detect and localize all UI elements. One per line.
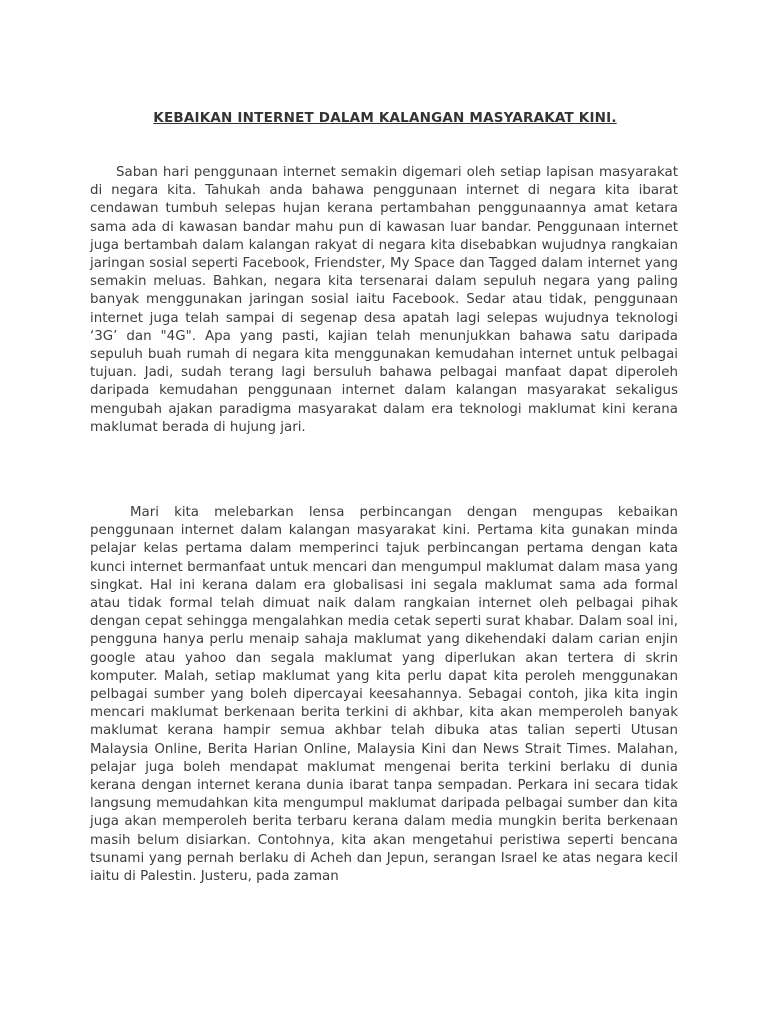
paragraph-2: Mari kita melebarkan lensa perbincangan dengan mengupas kebaikan penggunaan internet dalam kalangan masyarakat kini. Pertama kita gunakan minda pelajar kelas pertama dalam memperinci tajuk perbincangan pertama dengan kata kunci internet bermanfaat untuk mencari dan mengumpul maklumat dalam masa yang singkat. Hal ini kerana dalam era globalisasi ini segala maklumat sama ada formal atau tidak formal telah dimuat naik dalam rangkaian internet oleh pelbagai pihak dengan cepat sehingga mengalahkan media cetak seperti surat khabar. Dalam soal ini, pengguna hanya perlu menaip sahaja maklumat yang dikehendaki dalam carian enjin google atau yahoo dan segala maklumat yang diperlukan akan tertera di skrin komputer. Malah, setiap maklumat yang kita perlu dapat kita peroleh menggunakan pelbagai sumber yang boleh dipercayai keesahannya. Sebagai contoh, jika kita ingin mencari maklumat berkenaan berita terkini di akhbar, kita akan memperoleh banyak maklumat kerana hampir semua akhbar telah dibuka atas talian seperti Utusan Malaysia Online, Berita Harian Online, Malaysia Kini dan News Strait Times. Malahan, pelajar juga boleh mendapat maklumat mengenai berita terkini berlaku di dunia kerana dengan internet kerana dunia ibarat tanpa sempadan. Perkara ini secara tidak langsung memudahkan kita mengumpul maklumat daripada pelbagai sumber dan kita juga akan memperoleh berita terbaru kerana dalam media mungkin berita berkenaan masih belum disiarkan. Contohnya, kita akan mengetahui peristiwa seperti bencana tsunami yang pernah berlaku di Acheh dan Jepun, serangan Israel ke atas negara kecil iaitu di Palestin. Justeru, pada zaman	[90, 505, 678, 885]
document-title: KEBAIKAN INTERNET DALAM KALANGAN MASYARAKAT KINI.	[153, 110, 617, 126]
paragraph-1: Saban hari penggunaan internet semakin digemari oleh setiap lapisan masyarakat di negara kita. Tahukah anda bahawa penggunaan internet di negara kita ibarat cendawan tumbuh selepas hujan kerana pertambahan penggunaannya amat ketara sama ada di kawasan bandar mahu pun di kawasan luar bandar. Penggunaan internet juga bertambah dalam kalangan rakyat di negara kita disebabkan wujudnya rangkaian jaringan sosial seperti Facebook, Friendster, My Space dan Tagged dalam internet yang semakin meluas. Bahkan, negara kita tersenarai dalam sepuluh negara yang paling banyak menggunakan jaringan sosial iaitu Facebook. Sedar atau tidak, penggunaan internet juga telah sampai di segenap desa apatah lagi selepas wujudnya teknologi ‘3G’ dan "4G". Apa yang pasti, kajian telah menunjukkan bahawa satu daripada sepuluh buah rumah di negara kita menggunakan kemudahan internet untuk pelbagai tujuan. Jadi, sudah terang lagi bersuluh bahawa pelbagai manfaat dapat diperoleh daripada kemudahan penggunaan internet dalam kalangan masyarakat sekaligus mengubah ajakan paradigma masyarakat dalam era teknologi maklumat kini kerana maklumat berada di hujung jari.	[90, 165, 678, 435]
